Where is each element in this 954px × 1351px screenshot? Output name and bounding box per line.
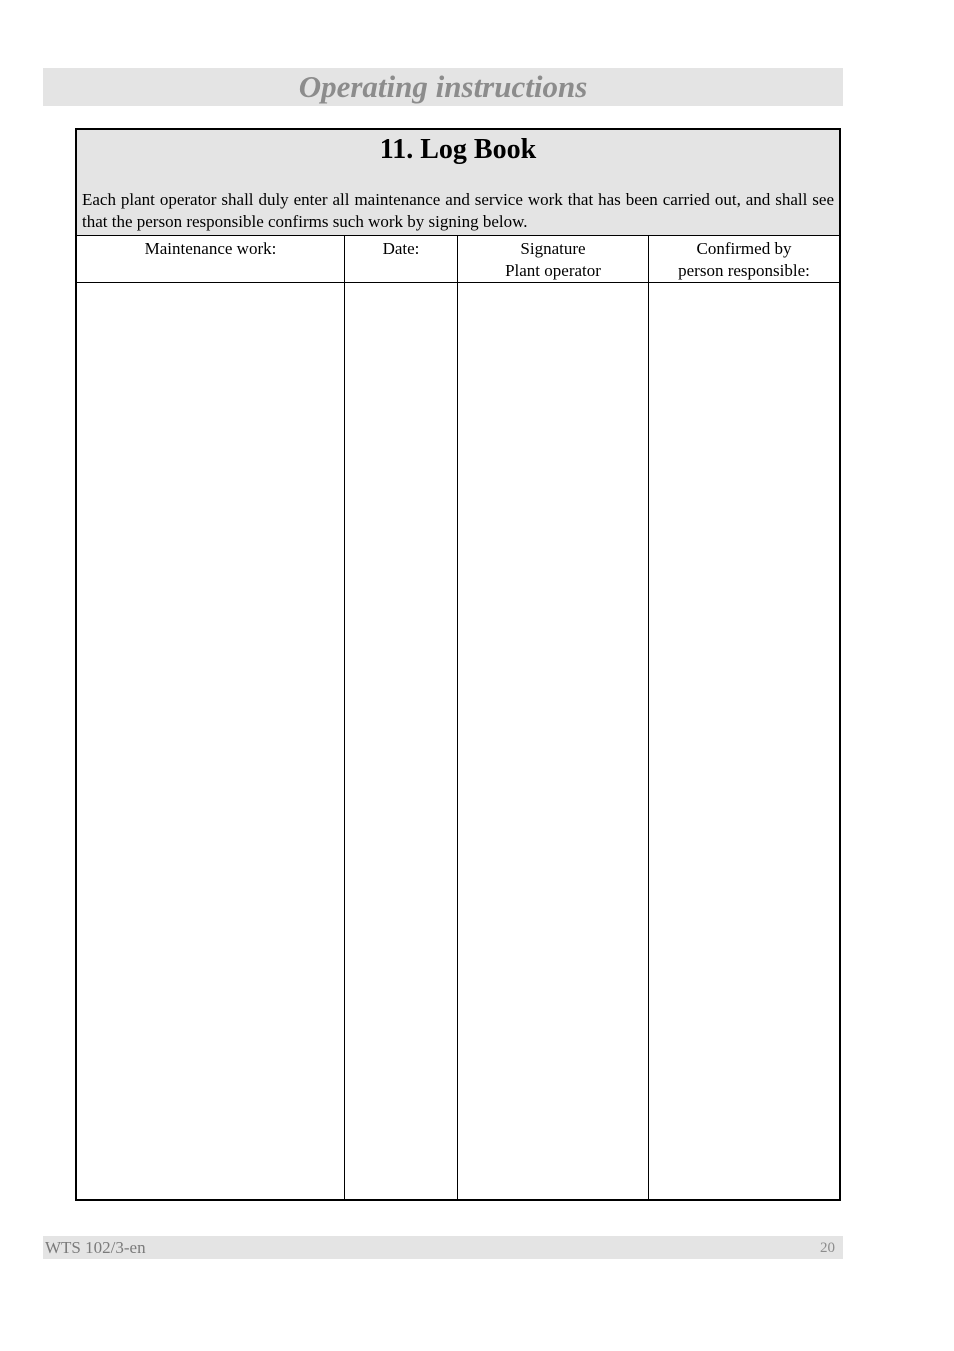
instructions-text: Each plant operator shall duly enter all maintenance and service work that has been carried out, and shall see that the person responsible confirms such work by signing below. (82, 190, 834, 231)
column-header-line: Plant operator (505, 261, 601, 280)
column-header-line: Confirmed by (696, 239, 792, 258)
column-header-line: Signature (520, 239, 586, 258)
footer-doc-id: WTS 102/3-en (45, 1238, 146, 1257)
column-header-maintenance-work (77, 235, 344, 282)
column-header-line: Date: (382, 239, 420, 258)
column-header-row (77, 235, 839, 283)
column-divider (457, 235, 458, 1199)
footer-band (43, 1236, 843, 1259)
header-title: Operating instructions (298, 69, 588, 104)
log-book-table (75, 128, 841, 1201)
column-header-line: person responsible: (678, 261, 810, 280)
column-header-signature (458, 235, 648, 282)
column-divider (648, 235, 649, 1199)
header-band (43, 68, 843, 106)
column-header-confirmed-by (649, 235, 839, 282)
column-header-line: Maintenance work: (144, 239, 277, 258)
column-divider (344, 235, 345, 1199)
footer-page-number: 20 (820, 1240, 835, 1256)
section-title: 11. Log Book (379, 134, 537, 165)
column-header-date (345, 235, 457, 282)
title-block (77, 130, 839, 236)
